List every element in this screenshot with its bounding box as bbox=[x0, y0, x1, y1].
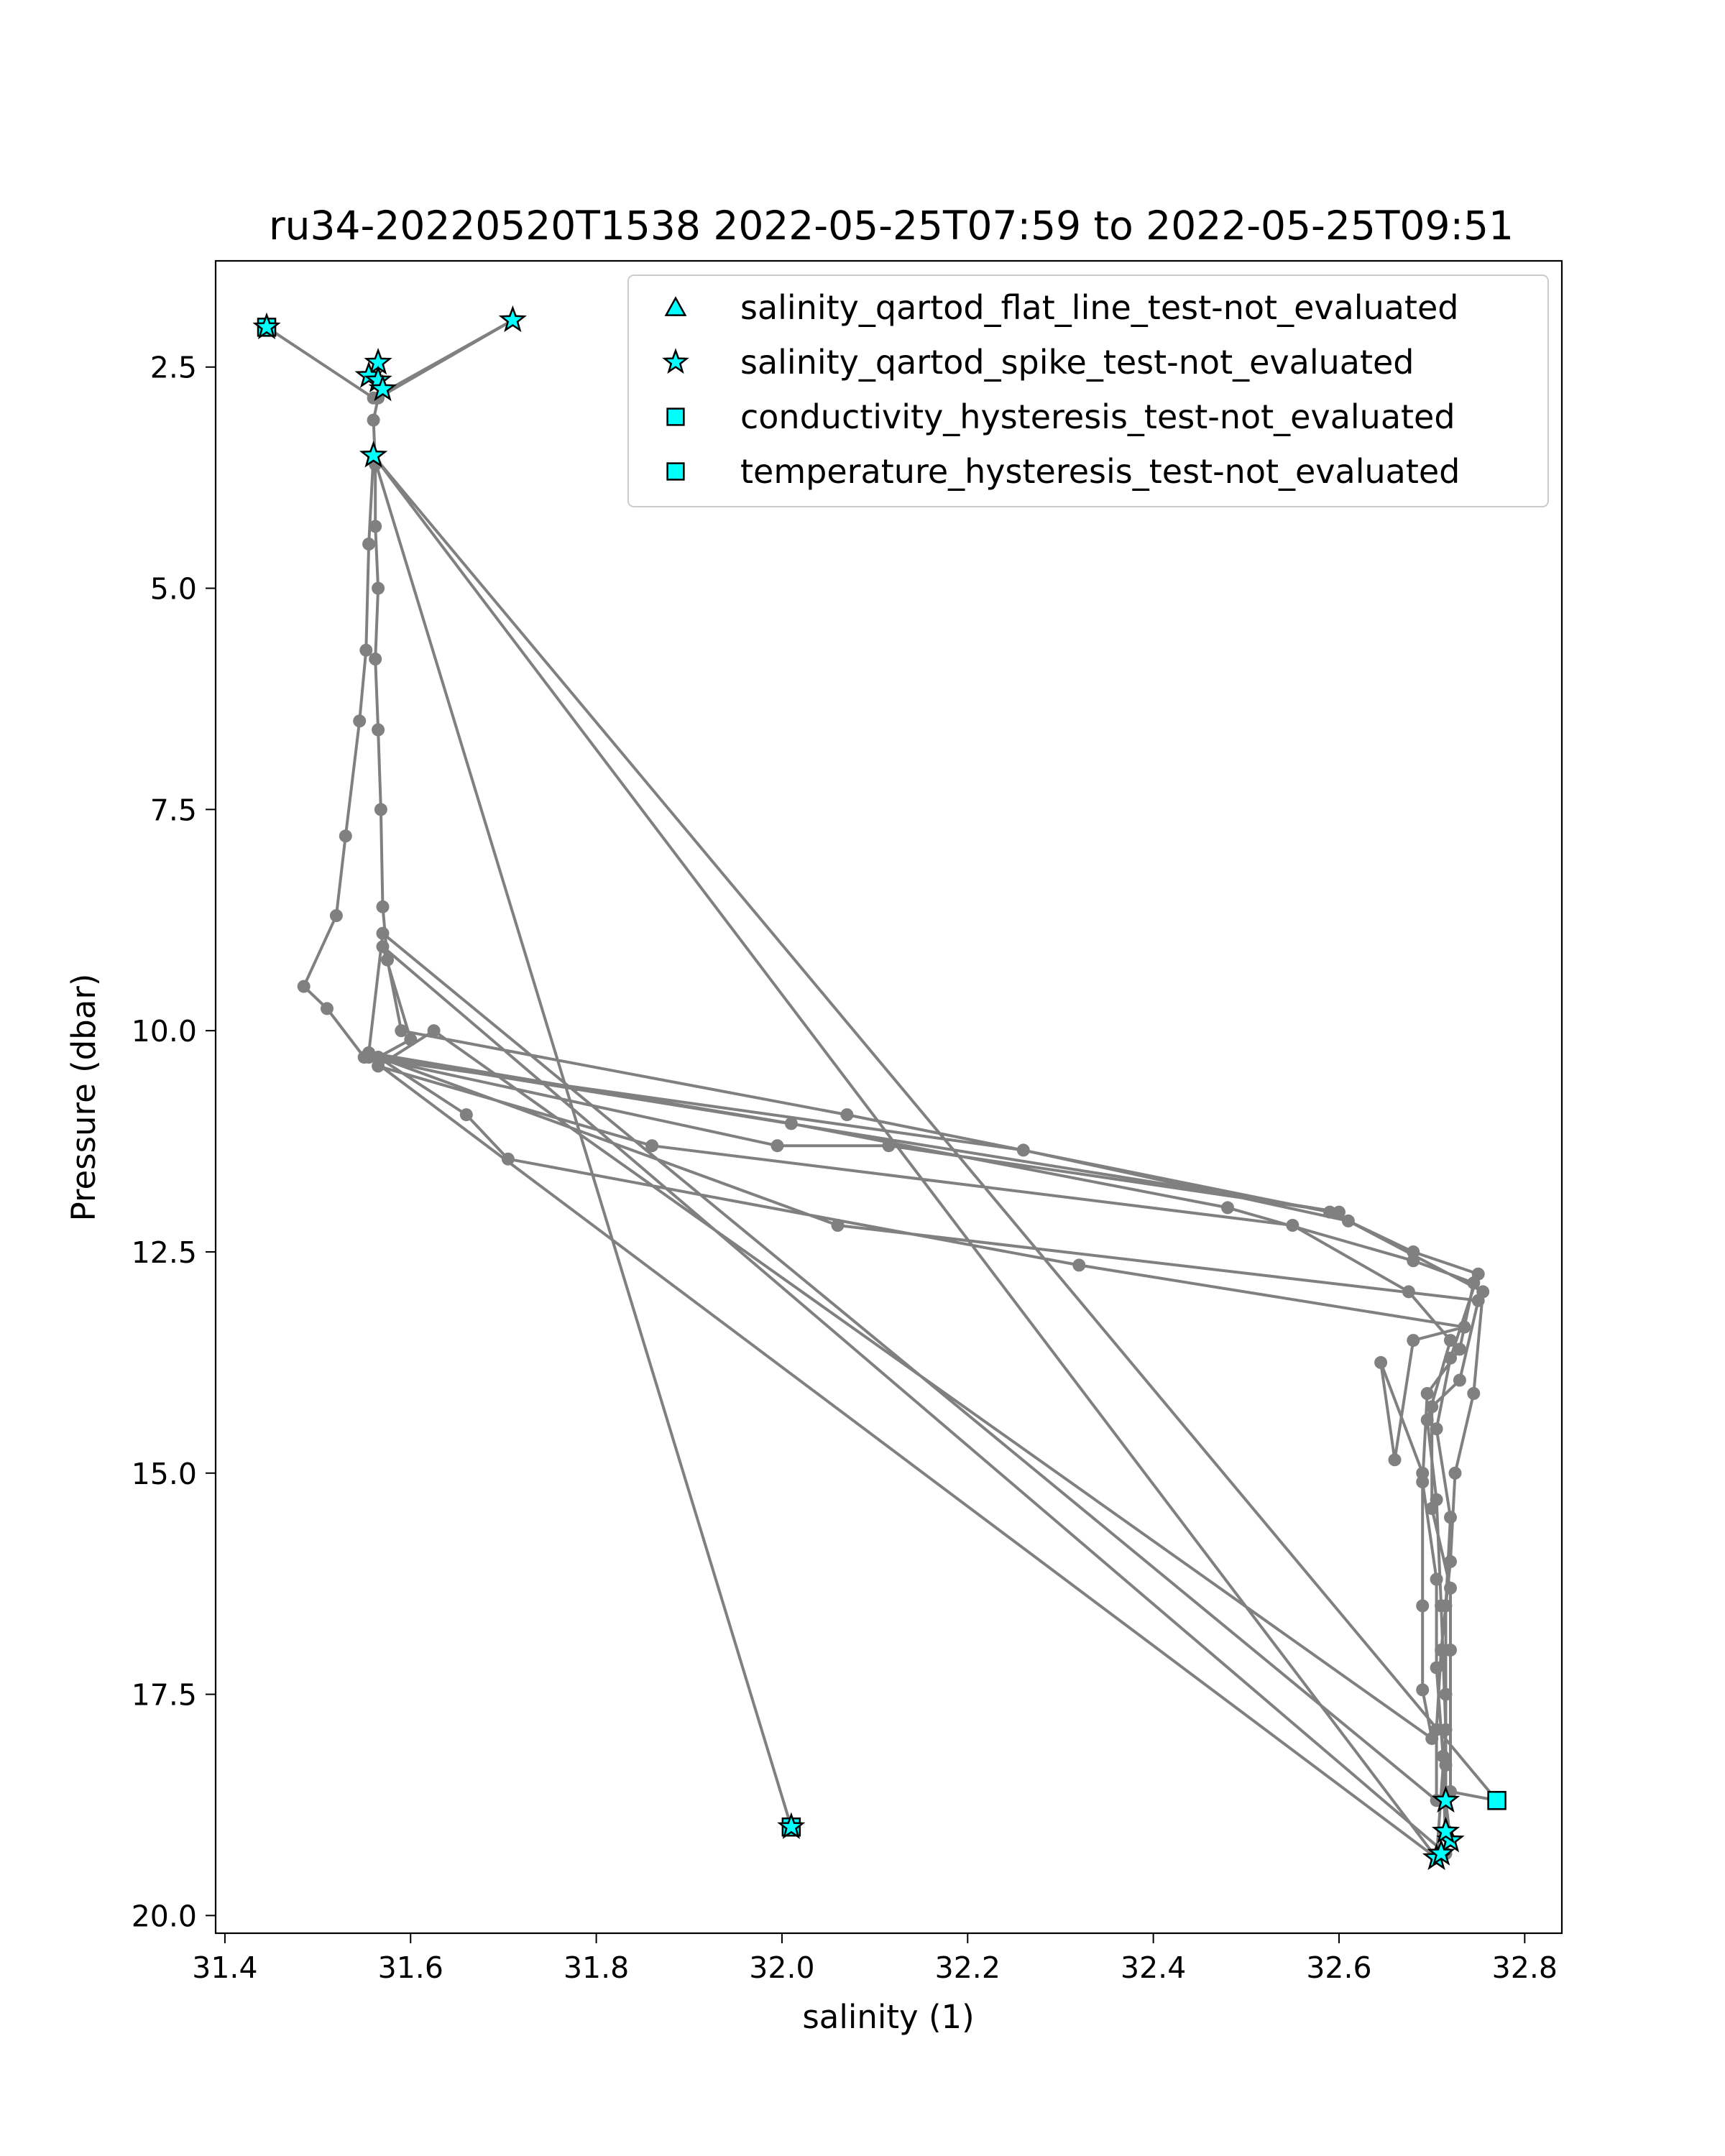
data-point bbox=[1425, 1502, 1438, 1515]
x-tick-label: 32.4 bbox=[1120, 1950, 1187, 1985]
data-point bbox=[1444, 1334, 1457, 1347]
data-point bbox=[1440, 1688, 1453, 1701]
data-point bbox=[321, 1002, 334, 1015]
data-point bbox=[1072, 1258, 1085, 1271]
data-point bbox=[377, 940, 390, 953]
data-point bbox=[1444, 1582, 1457, 1595]
data-point bbox=[372, 1051, 385, 1064]
data-point bbox=[1416, 1467, 1429, 1480]
square-marker bbox=[1489, 1792, 1506, 1809]
legend-label: temperature_hysteresis_test-not_evaluated bbox=[740, 452, 1460, 491]
data-point bbox=[1374, 1356, 1387, 1369]
data-point bbox=[377, 927, 390, 940]
data-point bbox=[1458, 1321, 1471, 1334]
data-point bbox=[1467, 1387, 1480, 1400]
data-point bbox=[1430, 1573, 1443, 1586]
data-point bbox=[1389, 1453, 1402, 1466]
flagged-markers bbox=[255, 308, 1506, 1869]
profile-line bbox=[267, 321, 1497, 1858]
data-point bbox=[404, 1033, 417, 1046]
data-point bbox=[1402, 1285, 1415, 1298]
data-point bbox=[298, 980, 310, 993]
data-point bbox=[645, 1139, 658, 1152]
y-tick-label: 12.5 bbox=[131, 1235, 197, 1270]
data-point bbox=[381, 954, 394, 967]
data-point bbox=[1407, 1334, 1420, 1347]
data-point bbox=[1437, 1750, 1450, 1763]
legend-label: salinity_qartod_flat_line_test-not_evaluated bbox=[740, 288, 1459, 327]
data-point bbox=[1430, 1662, 1443, 1674]
data-point bbox=[1444, 1555, 1457, 1568]
data-point bbox=[1425, 1400, 1438, 1413]
data-point bbox=[840, 1108, 853, 1121]
data-point bbox=[1425, 1732, 1438, 1745]
y-axis bbox=[132, 351, 216, 1934]
data-point bbox=[883, 1139, 896, 1152]
x-tick-label: 32.0 bbox=[749, 1950, 815, 1985]
x-tick-label: 31.4 bbox=[192, 1950, 258, 1985]
data-point bbox=[369, 520, 382, 533]
data-point bbox=[832, 1219, 845, 1232]
data-point bbox=[428, 1024, 441, 1037]
data-point bbox=[1444, 1511, 1457, 1524]
data-point bbox=[785, 1117, 798, 1130]
data-point bbox=[1435, 1599, 1448, 1612]
data-point bbox=[362, 538, 375, 550]
x-tick-label: 32.2 bbox=[934, 1950, 1000, 1985]
data-point bbox=[502, 1153, 515, 1166]
data-point bbox=[1221, 1201, 1234, 1214]
data-point bbox=[367, 414, 380, 427]
data-point bbox=[1449, 1467, 1462, 1480]
data-point bbox=[1017, 1143, 1030, 1156]
star-marker bbox=[501, 308, 524, 331]
legend-label: conductivity_hysteresis_test-not_evaluated bbox=[740, 397, 1455, 436]
data-point bbox=[771, 1139, 784, 1152]
y-tick-label: 2.5 bbox=[150, 350, 197, 385]
chart-title: ru34-20220520T1538 2022-05-25T07:59 to 2022-05-25T09:51 bbox=[269, 203, 1514, 249]
y-tick-label: 20.0 bbox=[131, 1899, 197, 1934]
square-marker bbox=[668, 409, 684, 425]
x-tick-label: 31.8 bbox=[563, 1950, 630, 1985]
y-tick-label: 7.5 bbox=[150, 793, 197, 828]
x-tick-label: 32.8 bbox=[1491, 1950, 1558, 1985]
y-tick-label: 10.0 bbox=[131, 1014, 197, 1049]
data-point bbox=[1472, 1294, 1485, 1307]
square-marker bbox=[668, 464, 684, 480]
data-point bbox=[1407, 1254, 1420, 1267]
y-tick-label: 15.0 bbox=[131, 1456, 197, 1491]
legend-label: salinity_qartod_spike_test-not_evaluated bbox=[740, 343, 1414, 382]
plot-area bbox=[260, 314, 1504, 1865]
data-point bbox=[1444, 1644, 1457, 1657]
data-point bbox=[353, 714, 366, 727]
x-tick-label: 32.6 bbox=[1306, 1950, 1372, 1985]
data-point bbox=[359, 644, 372, 657]
data-point bbox=[377, 900, 390, 913]
y-tick-label: 5.0 bbox=[150, 571, 197, 607]
y-tick-label: 17.5 bbox=[131, 1677, 197, 1713]
data-point bbox=[339, 829, 352, 842]
y-axis-label: Pressure (dbar) bbox=[65, 973, 103, 1222]
data-point bbox=[1333, 1206, 1346, 1219]
x-axis bbox=[192, 1933, 1558, 1985]
data-point bbox=[374, 803, 387, 816]
data-point bbox=[1416, 1683, 1429, 1696]
legend bbox=[628, 275, 1548, 507]
data-point bbox=[1286, 1219, 1299, 1232]
data-point bbox=[1440, 1723, 1453, 1736]
x-tick-label: 31.6 bbox=[377, 1950, 443, 1985]
data-point bbox=[372, 724, 385, 737]
data-point bbox=[1467, 1276, 1480, 1289]
data-point bbox=[372, 582, 385, 595]
data-point bbox=[1416, 1599, 1429, 1612]
data-point bbox=[460, 1108, 473, 1121]
data-point bbox=[1421, 1387, 1434, 1400]
x-axis-label: salinity (1) bbox=[802, 1998, 975, 2036]
data-point bbox=[1453, 1374, 1466, 1387]
data-point bbox=[1421, 1414, 1434, 1427]
data-point bbox=[330, 909, 343, 922]
